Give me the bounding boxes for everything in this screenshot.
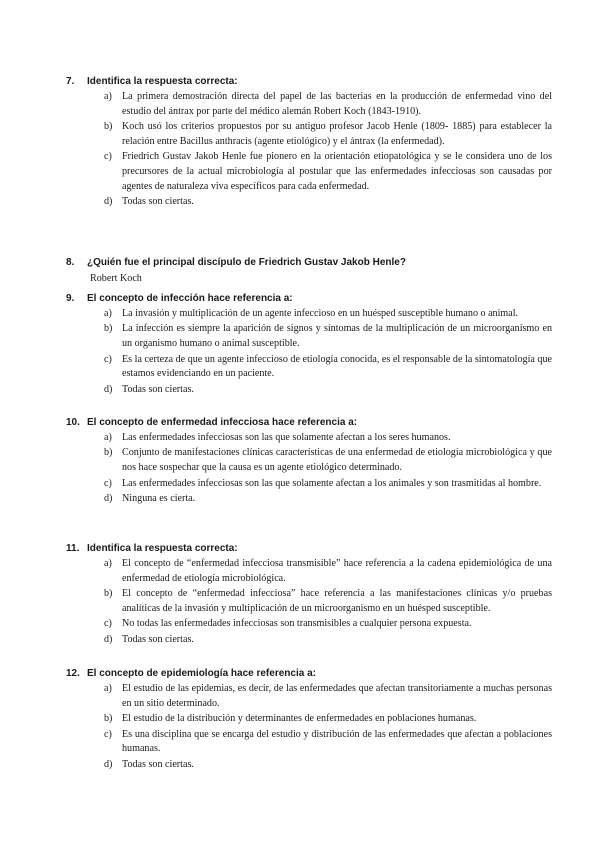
option-letter: c) bbox=[104, 728, 112, 740]
option-letter: b) bbox=[104, 121, 113, 133]
answer-text: Robert Koch bbox=[90, 273, 142, 284]
option-text: El concepto de “enfermedad infecciosa” hace referencia a las manifestaciones clínicas y/o pruebas analíticas de la invasión y multiplicación de un microorganismo en un huésped susceptible. bbox=[122, 588, 552, 614]
option-list bbox=[104, 307, 552, 398]
question-number: 7. bbox=[66, 76, 75, 87]
question-title: El concepto de enfermedad infecciosa hace referencia a: bbox=[87, 417, 358, 428]
question-title: ¿Quién fue el principal discípulo de Friedrich Gustav Jakob Henle? bbox=[87, 257, 406, 268]
option-text: No todas las enfermedades infecciosas son transmisibles a cualquier persona expuesta. bbox=[122, 618, 472, 630]
option-text: Las enfermedades infecciosas son las que solamente afectan a los animales y son trasmitidas al hombre. bbox=[122, 477, 542, 489]
option-c bbox=[104, 150, 552, 194]
option-letter: c) bbox=[104, 477, 112, 489]
option-d bbox=[104, 633, 552, 648]
option-text: Todas son ciertas. bbox=[122, 383, 194, 395]
question-heading bbox=[66, 667, 552, 680]
option-b bbox=[104, 712, 552, 727]
option-letter: a) bbox=[104, 91, 112, 102]
question-number: 9. bbox=[66, 293, 75, 304]
option-c bbox=[104, 353, 552, 383]
option-a bbox=[104, 307, 552, 322]
option-letter: c) bbox=[104, 353, 112, 365]
option-text: La primera demostración directa del papel de las bacterias en la producción de enfermedad vino del estudio del ántrax por parte del médico alemán Robert Koch (1843-1910). bbox=[122, 91, 552, 117]
option-text: Todas son ciertas. bbox=[122, 633, 194, 645]
option-text: Koch usó los criterios propuestos por su antiguo profesor Jacob Henle (1809- 1885) para establecer la relación entre Bacillus anthracis (agente etiológico) y el ántrax (la enfermedad). bbox=[122, 121, 552, 147]
option-letter: d) bbox=[104, 383, 113, 395]
option-text: Es la certeza de que un agente infeccioso de etiología conocida, es el responsable de la sintomatología que estamos evidenciando en un paciente. bbox=[122, 353, 552, 380]
option-text: Las enfermedades infecciosas son las que solamente afectan a los seres humanos. bbox=[122, 432, 451, 443]
question-12 bbox=[66, 667, 552, 773]
option-text: El concepto de “enfermedad infecciosa transmisible” hace referencia a la cadena epidemiológica de una enfermedad de etiología microbiológica. bbox=[122, 558, 552, 584]
option-text: El estudio de la distribución y determinantes de enfermedades en poblaciones humanas. bbox=[122, 713, 477, 725]
option-text: La infección es siempre la aparición de signos y síntomas de la multiplicación de un microorganismo en un organismo humano o animal susceptible. bbox=[122, 323, 552, 350]
question-title: El concepto de infección hace referencia a: bbox=[87, 293, 293, 304]
option-d bbox=[104, 195, 552, 210]
option-letter: b) bbox=[104, 323, 113, 335]
option-letter: b) bbox=[104, 447, 113, 459]
question-9 bbox=[66, 292, 552, 398]
option-list bbox=[104, 682, 552, 773]
option-c bbox=[104, 617, 552, 632]
question-title: Identifica la respuesta correcta: bbox=[87, 543, 238, 554]
option-letter: b) bbox=[104, 588, 113, 600]
option-list bbox=[104, 557, 552, 648]
option-text: La invasión y multiplicación de un agente infeccioso en un huésped susceptible humano o animal. bbox=[122, 308, 519, 319]
option-b bbox=[104, 322, 552, 352]
option-list bbox=[104, 90, 552, 210]
question-10 bbox=[66, 416, 552, 507]
question-heading bbox=[66, 542, 552, 555]
option-letter: a) bbox=[104, 432, 112, 443]
question-title: El concepto de epidemiología hace referencia a: bbox=[87, 668, 316, 679]
option-letter: a) bbox=[104, 558, 112, 569]
option-letter: d) bbox=[104, 492, 113, 504]
option-text: Todas son ciertas. bbox=[122, 196, 194, 208]
option-text: Ninguna es cierta. bbox=[122, 492, 196, 504]
question-number: 12. bbox=[66, 668, 80, 679]
option-letter: c) bbox=[104, 618, 112, 630]
option-text: Conjunto de manifestaciones clínicas características de una enfermedad de etiología microbiológica y que nos hace sospechar que la causa es un agente etiológico determinado. bbox=[122, 447, 552, 474]
question-7 bbox=[66, 75, 552, 211]
option-letter: b) bbox=[104, 713, 113, 725]
option-letter: c) bbox=[104, 151, 112, 163]
question-heading bbox=[66, 75, 552, 88]
question-heading bbox=[66, 256, 552, 269]
option-list bbox=[104, 431, 552, 507]
option-text: El estudio de las epidemias, es decir, de las enfermedades que afectan transitoriamente a muchas personas en un sitio determinado. bbox=[122, 683, 552, 709]
option-a bbox=[104, 90, 552, 120]
option-b bbox=[104, 120, 552, 150]
question-8 bbox=[66, 256, 552, 286]
option-text: Es una disciplina que se encarga del estudio y distribución de las enfermedades que afectan a poblaciones humanas. bbox=[122, 728, 552, 755]
question-11 bbox=[66, 542, 552, 648]
option-letter: a) bbox=[104, 683, 112, 694]
option-a bbox=[104, 682, 552, 712]
option-letter: d) bbox=[104, 633, 113, 645]
question-heading bbox=[66, 416, 552, 429]
option-c bbox=[104, 477, 552, 492]
option-d bbox=[104, 383, 552, 398]
option-b bbox=[104, 446, 552, 476]
option-letter: d) bbox=[104, 196, 113, 208]
question-heading bbox=[66, 292, 552, 305]
option-letter: a) bbox=[104, 308, 112, 319]
option-d bbox=[104, 492, 552, 507]
option-c bbox=[104, 728, 552, 758]
option-b bbox=[104, 587, 552, 617]
question-number: 11. bbox=[66, 543, 80, 554]
question-number: 8. bbox=[66, 257, 75, 268]
option-a bbox=[104, 557, 552, 587]
option-d bbox=[104, 758, 552, 773]
option-text: Todas son ciertas. bbox=[122, 758, 194, 770]
question-number: 10. bbox=[66, 417, 80, 428]
question-title: Identifica la respuesta correcta: bbox=[87, 76, 238, 87]
option-a bbox=[104, 431, 552, 446]
option-text: Friedrich Gustav Jakob Henle fue pionero en la orientación etiopatológica y se le considera uno de los precursores de la actual microbiología al postular que las enfermedades infecciosas son causadas por agentes de naturaleza viva específicos para cada enfermedad. bbox=[122, 151, 552, 192]
option-letter: d) bbox=[104, 758, 113, 770]
